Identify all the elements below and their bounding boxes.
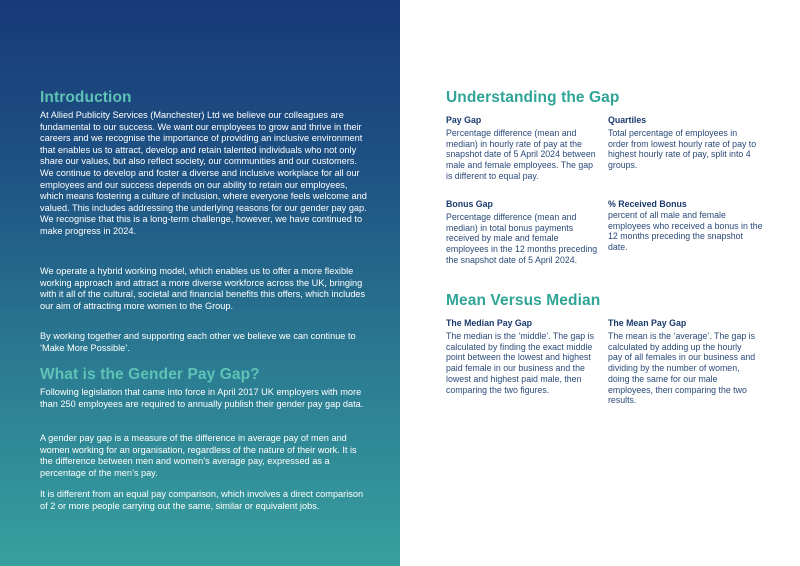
- right-panel: [400, 0, 800, 566]
- gender-pay-gap-paragraph-3: It is different from an equal pay comparison, which involves a direct comparison of 2 or more people carrying out the same, similar or equivalent jobs.: [40, 489, 364, 511]
- pay-gap-title: Pay Gap: [446, 115, 482, 125]
- gender-pay-gap-heading: What is the Gender Pay Gap?: [40, 366, 260, 383]
- mean-pay-gap-text: The mean is the ‘average’. The gap is calculated by adding up the hourly pay of all females in our business and dividing by the number of women, doing the same for our male employees, then comparing the two results.: [608, 331, 756, 406]
- introduction-paragraph-1: At Allied Publicity Services (Manchester) Ltd we believe our colleagues are fundamental to our success. We want our employees to grow and thrive in their careers and we recognise the importance of providing an inclusive environment that enables us to attract, develop and retain talented individuals who not only share our values, but also reflect society, our communities and our customers. We continue to develop and foster a diverse and inclusive workplace for all our employees and our success depends on our ability to retain our employees, which means fostering a culture of inclusion, where everyone feels welcome and valued. This includes addressing the underlying reasons for our gender pay gap. We recognise that this is a long-term challenge, however, we have continued to make progress in 2024.: [40, 110, 367, 236]
- introduction-paragraph-2: We operate a hybrid working model, which enables us to offer a more flexible working approach and attract a more diverse workforce across the UK, bringing with it all of the cultural, societal and financial benefits this offers, which includes our aim of attracting more women to the Group.: [40, 266, 366, 311]
- mean-versus-median-heading: Mean Versus Median: [446, 292, 601, 309]
- gender-pay-gap-paragraph-1: Following legislation that came into force in April 2017 UK employers with more than 250 employees are required to annually publish their gender pay gap data.: [40, 387, 364, 409]
- gender-pay-gap-paragraph-2: A gender pay gap is a measure of the difference in average pay of men and women working for an organisation, regardless of the nature of their work. It is the difference between men and women’s average pay, expressed as a percentage of the men’s pay.: [40, 433, 357, 478]
- received-bonus-text: percent of all male and female employees who received a bonus in the 12 months preceding the snapshot date.: [608, 210, 763, 253]
- introduction-paragraph-3: By working together and supporting each other we believe we can continue to ‘Make More Possible’.: [40, 331, 356, 353]
- introduction-heading: Introduction: [40, 89, 132, 106]
- bonus-gap-text: Percentage difference (mean and median) in total bonus payments received by male and female employees in the 12 months preceding the snapshot date of 5 April 2024.: [446, 212, 598, 265]
- understanding-the-gap-heading: Understanding the Gap: [446, 89, 620, 106]
- received-bonus-title: % Received Bonus: [608, 199, 687, 209]
- median-pay-gap-title: The Median Pay Gap: [446, 318, 533, 328]
- quartiles-text: Total percentage of employees in order from lowest hourly rate of pay to highest hourly rate of pay, split into 4 groups.: [608, 128, 757, 171]
- bonus-gap-title: Bonus Gap: [446, 199, 493, 209]
- mean-pay-gap-title: The Mean Pay Gap: [608, 318, 687, 328]
- pay-gap-text: Percentage difference (mean and median) in hourly rate of pay at the snapshot date of 5 April 2024 between male and female employees. The gap is different to equal pay.: [446, 128, 596, 181]
- quartiles-title: Quartiles: [608, 115, 647, 125]
- median-pay-gap-text: The median is the ‘middle’. The gap is calculated by finding the exact middle point between the lowest and highest paid female in our business and the lowest and highest paid male, then comparing the two figures.: [446, 331, 594, 395]
